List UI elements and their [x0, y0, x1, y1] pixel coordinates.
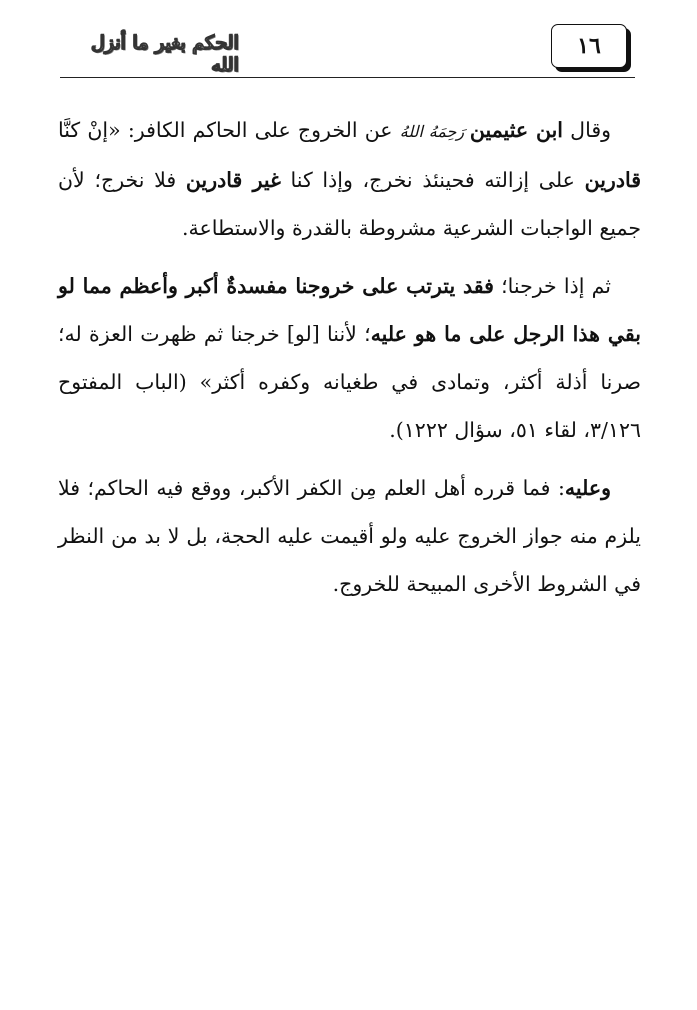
text-segment: ثم إذا خرجنا؛ [493, 274, 611, 298]
paragraph-conclusion [58, 464, 641, 608]
text-segment: ؛ لأننا [لو] خرجنا ثم ظهرت العزة له؛ صرنا أذلة أكثر، وتمادى في طغيانه وكفره أكثر» (الباب المفتوح ٣/١٢٦، لقاء ٥١، سؤال ١٢٢٢). [58, 322, 641, 442]
header-divider [60, 77, 635, 79]
paragraph-consequence [58, 262, 641, 454]
scholar-name: ابن عثيمين [469, 118, 563, 142]
book-title-calligraphy: الحكم بغير ما أنزل الله [91, 32, 239, 76]
page-body [58, 106, 641, 618]
page-number: ١٦ [577, 33, 601, 59]
emphasis: وعليه [564, 476, 611, 500]
text-segment: : فما قرره أهل العلم مِن الكفر الأكبر، ووقع فيه الحاكم؛ فلا يلزم منه جواز الخروج عليه ولو أقيمت عليه الحجة، بل لا بد من النظر في الشروط الأخرى المبيحة للخروج. [58, 476, 641, 596]
text-segment: على إزالته فحينئذ نخرج، وإذا كنا [280, 168, 585, 192]
emphasis: غير قادرين [185, 168, 281, 192]
paragraph-quote [58, 106, 641, 252]
honorific: رَحِمَهُ اللهُ [399, 122, 470, 141]
text-segment: عن الخروج على الحاكم الكافر: «إنْ كنَّا [58, 118, 400, 142]
page-number-box [551, 24, 627, 68]
text-segment: فلا نخرج؛ لأن جميع الواجبات الشرعية مشروطة بالقدرة والاستطاعة. [58, 168, 641, 240]
emphasis: قادرين [584, 168, 642, 192]
emphasis: فقد يترتب على خروجنا مفسدةٌ أكبر وأعظم مما لو بقي هذا الرجل على ما هو عليه [58, 274, 641, 346]
page-header [60, 22, 635, 80]
text-segment: وقال [562, 118, 612, 142]
